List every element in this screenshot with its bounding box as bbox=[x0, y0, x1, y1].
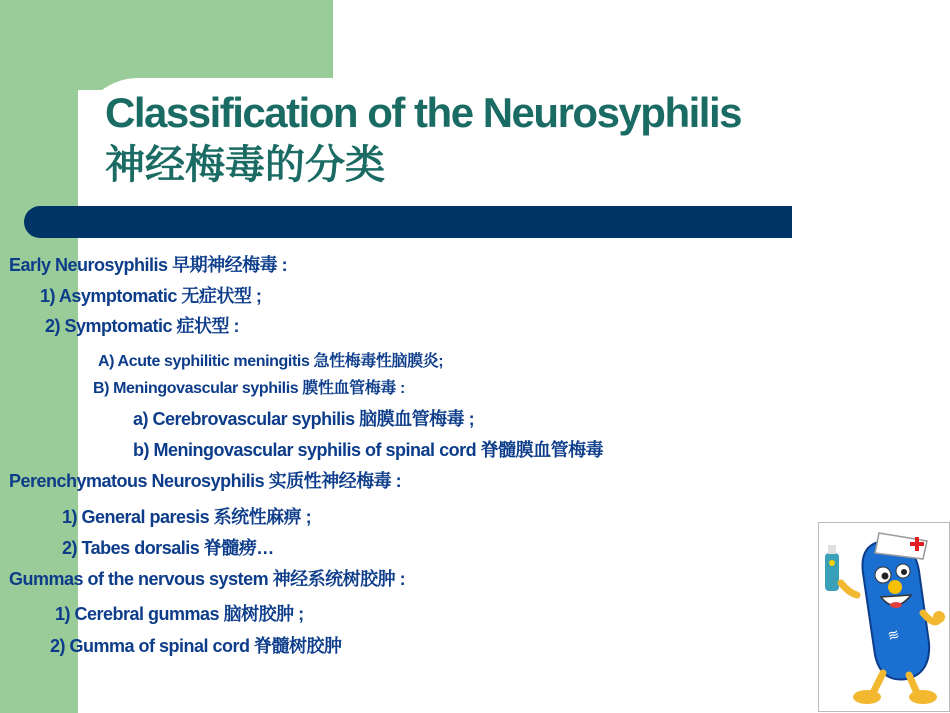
heading-early-neurosyphilis: Early Neurosyphilis 早期神经梅毒 : bbox=[9, 255, 288, 275]
list-item-symptomatic: 2) Symptomatic 症状型 : bbox=[45, 316, 240, 336]
list-item-acute-meningitis: A) Acute syphilitic meningitis 急性梅毒性脑膜炎; bbox=[98, 353, 444, 370]
list-item-cerebral-gummas: 1) Cerebral gummas 脑树胶肿 ; bbox=[55, 604, 304, 624]
list-item-spinal-gumma: 2) Gumma of spinal cord 脊髓树胶肿 bbox=[50, 636, 342, 656]
svg-text:≋: ≋ bbox=[885, 626, 902, 645]
list-item-spinal-meningovascular: b) Meningovascular syphilis of spinal cord 脊髓膜血管梅毒 bbox=[133, 440, 604, 460]
list-item-meningovascular: B) Meningovascular syphilis 膜性血管梅毒 : bbox=[93, 380, 405, 397]
capsule-mascot-icon bbox=[819, 523, 949, 711]
mascot-image bbox=[818, 522, 950, 712]
slide-subtitle: 神经梅毒的分类 bbox=[105, 143, 385, 187]
list-item-asymptomatic: 1) Asymptomatic 无症状型 ; bbox=[40, 286, 262, 306]
list-item-general-paresis: 1) General paresis 系统性麻痹 ; bbox=[62, 507, 312, 527]
slide-title: Classification of the Neurosyphilis bbox=[105, 89, 741, 136]
heading-parenchymatous: Perenchymatous Neurosyphilis 实质性神经梅毒 : bbox=[9, 471, 402, 491]
title-divider-bar bbox=[24, 206, 792, 238]
list-item-cerebrovascular: a) Cerebrovascular syphilis 脑膜血管梅毒 ; bbox=[133, 409, 475, 429]
heading-gummas: Gummas of the nervous system 神经系统树胶肿 : bbox=[9, 569, 406, 589]
list-item-tabes-dorsalis: 2) Tabes dorsalis 脊髓痨… bbox=[62, 538, 274, 558]
